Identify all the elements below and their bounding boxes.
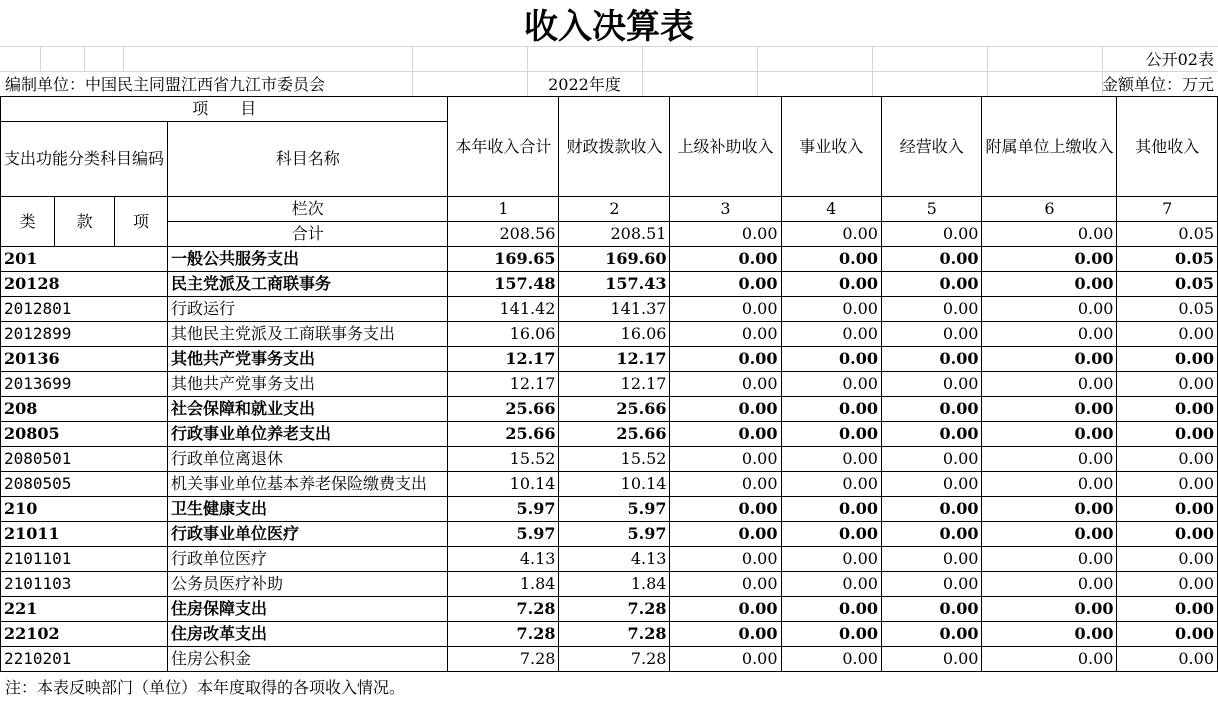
amount-cell: 4.13 [448,547,559,572]
amount-cell: 7.28 [448,622,559,647]
amount-cell: 0.00 [1117,547,1218,572]
amount-cell: 0.00 [881,347,981,372]
total-value: 0.00 [670,222,781,247]
table-row [1,297,1218,322]
header-name: 科目名称 [168,122,448,197]
amount-cell: 0.00 [1117,522,1218,547]
amount-cell: 12.17 [559,372,670,397]
amount-cell: 7.28 [448,597,559,622]
subject-code: 2080501 [1,447,168,472]
subject-name: 行政事业单位医疗 [168,522,448,547]
compiling-unit: 编制单位：中国民主同盟江西省九江市委员会 [5,75,326,94]
amount-cell: 0.00 [1117,347,1218,372]
amount-cell: 0.00 [982,547,1117,572]
amount-cell: 0.00 [982,497,1117,522]
amount-cell: 0.00 [1117,572,1218,597]
subject-name: 行政事业单位养老支出 [168,422,448,447]
table-row [1,647,1218,672]
amount-cell: 15.52 [559,447,670,472]
sheet-gridline [40,46,41,71]
amount-cell: 169.65 [448,247,559,272]
amount-cell: 141.42 [448,297,559,322]
amount-cell: 0.00 [781,322,881,347]
header-lanci: 栏次 [168,197,448,222]
subject-name: 社会保障和就业支出 [168,397,448,422]
amount-cell: 0.00 [1117,397,1218,422]
amount-cell: 0.00 [1117,597,1218,622]
amount-cell: 0.00 [1117,647,1218,672]
amount-cell: 0.00 [670,522,781,547]
total-value: 0.00 [982,222,1117,247]
sheet-gridline [987,46,988,96]
col-number: 2 [559,197,670,222]
header-kuan: 款 [55,197,115,247]
table-row [1,597,1218,622]
header-col-5: 经营收入 [881,97,981,197]
amount-cell: 0.00 [781,447,881,472]
amount-cell: 7.28 [448,647,559,672]
amount-cell: 0.00 [881,322,981,347]
amount-cell: 0.00 [982,322,1117,347]
amount-cell: 0.00 [781,347,881,372]
subject-code: 20128 [1,272,168,297]
header-col-6: 附属单位上缴收入 [982,97,1117,197]
amount-cell: 12.17 [559,347,670,372]
col-number: 7 [1117,197,1218,222]
amount-cell: 0.00 [881,422,981,447]
amount-cell: 0.00 [670,572,781,597]
fiscal-year: 2022年度 [548,75,621,94]
amount-cell: 0.00 [670,272,781,297]
header-col-7: 其他收入 [1117,97,1218,197]
amount-cell: 5.97 [559,497,670,522]
amount-cell: 0.00 [881,447,981,472]
amount-cell: 0.00 [670,422,781,447]
amount-cell: 0.00 [670,547,781,572]
amount-cell: 0.00 [881,622,981,647]
subject-name: 行政单位离退休 [168,447,448,472]
total-label: 合计 [168,222,448,247]
subject-code: 2080505 [1,472,168,497]
subject-code: 2101103 [1,572,168,597]
amount-cell: 4.13 [559,547,670,572]
amount-cell: 0.00 [781,272,881,297]
amount-cell: 25.66 [559,422,670,447]
subject-name: 住房保障支出 [168,597,448,622]
amount-cell: 0.00 [1117,322,1218,347]
amount-cell: 0.00 [1117,472,1218,497]
table-row [1,472,1218,497]
amount-cell: 0.00 [982,522,1117,547]
header-xiang: 项 [115,197,168,247]
total-value: 208.56 [448,222,559,247]
amount-cell: 0.00 [670,322,781,347]
amount-cell: 0.00 [781,422,881,447]
subject-name: 住房公积金 [168,647,448,672]
amount-cell: 0.00 [982,447,1117,472]
subject-name: 民主党派及工商联事务 [168,272,448,297]
amount-cell: 25.66 [448,422,559,447]
sheet-gridline [757,46,758,96]
header-col-4: 事业收入 [781,97,881,197]
amount-cell: 5.97 [559,522,670,547]
col-number: 5 [881,197,981,222]
amount-cell: 0.00 [982,572,1117,597]
subject-name: 其他共产党事务支出 [168,372,448,397]
subject-code: 201 [1,247,168,272]
amount-cell: 10.14 [559,472,670,497]
amount-cell: 141.37 [559,297,670,322]
subject-code: 210 [1,497,168,522]
amount-cell: 12.17 [448,347,559,372]
amount-cell: 0.05 [1117,247,1218,272]
subject-code: 2012801 [1,297,168,322]
amount-cell: 0.00 [781,547,881,572]
amount-cell: 0.00 [982,422,1117,447]
subject-name: 行政单位医疗 [168,547,448,572]
amount-cell: 0.00 [670,447,781,472]
amount-cell: 7.28 [559,597,670,622]
income-table [0,96,1218,672]
amount-cell: 0.00 [881,647,981,672]
sheet-gridline [0,46,1218,47]
table-row [1,372,1218,397]
amount-cell: 0.05 [1117,297,1218,322]
table-row [1,397,1218,422]
amount-cell: 0.00 [670,372,781,397]
amount-cell: 0.00 [1117,622,1218,647]
amount-cell: 0.00 [781,397,881,422]
subject-name: 其他共产党事务支出 [168,347,448,372]
table-row [1,497,1218,522]
amount-cell: 157.48 [448,272,559,297]
amount-cell: 0.00 [781,247,881,272]
amount-cell: 0.00 [982,472,1117,497]
amount-cell: 0.00 [881,522,981,547]
amount-cell: 10.14 [448,472,559,497]
amount-cell: 0.00 [982,297,1117,322]
amount-cell: 16.06 [448,322,559,347]
subject-name: 卫生健康支出 [168,497,448,522]
amount-cell: 0.00 [982,247,1117,272]
amount-cell: 0.00 [881,247,981,272]
amount-cell: 0.00 [881,547,981,572]
amount-cell: 1.84 [448,572,559,597]
amount-cell: 0.00 [881,597,981,622]
subject-code: 2013699 [1,372,168,397]
table-row [1,622,1218,647]
amount-cell: 0.00 [781,472,881,497]
header-col-2: 财政拨款收入 [559,97,670,197]
amount-cell: 0.00 [670,347,781,372]
table-row [1,322,1218,347]
amount-cell: 5.97 [448,522,559,547]
table-row [1,522,1218,547]
subject-code: 21011 [1,522,168,547]
total-value: 0.00 [781,222,881,247]
subject-name: 一般公共服务支出 [168,247,448,272]
table-row [1,347,1218,372]
sheet-gridline [642,46,643,96]
amount-cell: 25.66 [448,397,559,422]
total-value: 208.51 [559,222,670,247]
amount-cell: 0.00 [670,297,781,322]
amount-cell: 0.00 [781,497,881,522]
sheet-gridline [0,71,1218,72]
report-title: 收入决算表 [524,7,694,47]
subject-code: 20805 [1,422,168,447]
amount-cell: 0.00 [670,497,781,522]
subject-name: 公务员医疗补助 [168,572,448,597]
amount-cell: 0.00 [670,647,781,672]
amount-cell: 0.00 [982,347,1117,372]
total-row [1,222,1218,247]
table-row [1,572,1218,597]
total-value: 0.05 [1117,222,1218,247]
header-code: 支出功能分类科目编码 [1,122,168,197]
header-col-1: 本年收入合计 [448,97,559,197]
amount-cell: 0.00 [881,372,981,397]
sheet-gridline [84,46,85,71]
subject-code: 2012899 [1,322,168,347]
amount-cell: 0.00 [781,622,881,647]
amount-cell: 157.43 [559,272,670,297]
amount-cell: 0.00 [881,472,981,497]
subject-code: 22102 [1,622,168,647]
amount-cell: 0.00 [670,247,781,272]
sheet-gridline [123,46,124,71]
amount-cell: 0.00 [670,472,781,497]
amount-cell: 0.00 [881,572,981,597]
amount-cell: 0.00 [781,597,881,622]
sheet-gridline [872,46,873,96]
table-row [1,422,1218,447]
amount-cell: 0.00 [881,297,981,322]
col-number: 4 [781,197,881,222]
amount-cell: 16.06 [559,322,670,347]
amount-unit: 金额单位：万元 [1101,75,1214,94]
table-row [1,447,1218,472]
amount-cell: 0.00 [670,397,781,422]
amount-cell: 169.60 [559,247,670,272]
amount-cell: 0.00 [1117,447,1218,472]
subject-name: 其他民主党派及工商联事务支出 [168,322,448,347]
amount-cell: 0.00 [881,497,981,522]
amount-cell: 25.66 [559,397,670,422]
col-number: 6 [982,197,1117,222]
amount-cell: 0.00 [982,622,1117,647]
amount-cell: 0.00 [781,572,881,597]
amount-cell: 0.00 [982,647,1117,672]
amount-cell: 0.00 [781,297,881,322]
subject-name: 行政运行 [168,297,448,322]
col-number: 3 [670,197,781,222]
table-row [1,547,1218,572]
amount-cell: 0.00 [982,372,1117,397]
amount-cell: 15.52 [448,447,559,472]
subject-code: 208 [1,397,168,422]
amount-cell: 0.00 [1117,422,1218,447]
amount-cell: 0.00 [982,597,1117,622]
header-lei: 类 [1,197,55,247]
sheet-gridline [412,46,413,96]
subject-code: 2210201 [1,647,168,672]
header-item: 项 目 [1,97,448,122]
amount-cell: 12.17 [448,372,559,397]
amount-cell: 7.28 [559,622,670,647]
table-row [1,247,1218,272]
form-code: 公开02表 [1145,50,1214,69]
amount-cell: 7.28 [559,647,670,672]
amount-cell: 0.00 [781,647,881,672]
amount-cell: 0.00 [982,272,1117,297]
total-value: 0.00 [881,222,981,247]
subject-name: 住房改革支出 [168,622,448,647]
subject-code: 2101101 [1,547,168,572]
amount-cell: 0.05 [1117,272,1218,297]
footnote: 注：本表反映部门（单位）本年度取得的各项收入情况。 [5,678,406,697]
amount-cell: 0.00 [1117,497,1218,522]
amount-cell: 0.00 [781,372,881,397]
amount-cell: 0.00 [781,522,881,547]
data-rows [1,247,1218,672]
subject-name: 机关事业单位基本养老保险缴费支出 [168,472,448,497]
amount-cell: 0.00 [1117,372,1218,397]
amount-cell: 1.84 [559,572,670,597]
amount-cell: 0.00 [881,272,981,297]
subject-code: 221 [1,597,168,622]
amount-cell: 0.00 [670,622,781,647]
amount-cell: 5.97 [448,497,559,522]
amount-cell: 0.00 [670,597,781,622]
header-col-3: 上级补助收入 [670,97,781,197]
col-number: 1 [448,197,559,222]
amount-cell: 0.00 [982,397,1117,422]
subject-code: 20136 [1,347,168,372]
amount-cell: 0.00 [881,397,981,422]
table-row [1,272,1218,297]
